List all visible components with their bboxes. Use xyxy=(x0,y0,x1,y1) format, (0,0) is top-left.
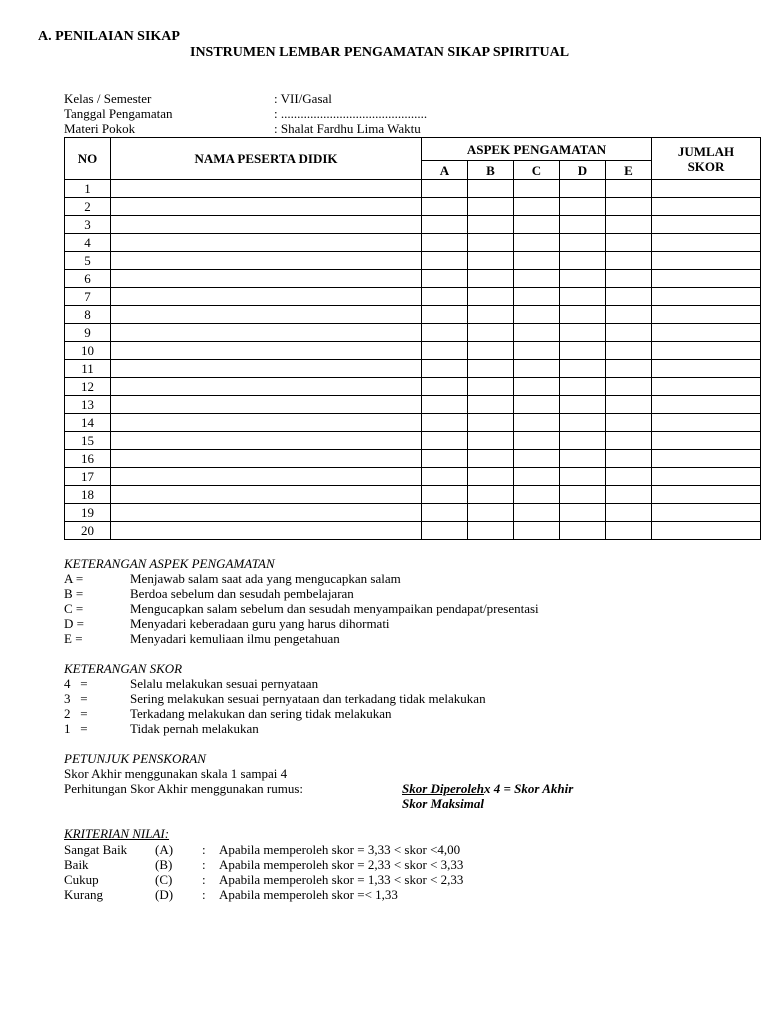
aspect-a-cell xyxy=(422,378,468,396)
aspect-e-cell xyxy=(606,234,652,252)
name-cell xyxy=(111,450,422,468)
aspect-c-cell xyxy=(514,432,560,450)
aspect-c-cell xyxy=(514,180,560,198)
aspect-d-cell xyxy=(560,468,606,486)
table-row xyxy=(65,288,761,306)
criteria-grade-b: (B) xyxy=(155,857,173,872)
section-title: A. PENILAIAN SIKAP xyxy=(38,29,180,44)
criteria-text-d: Apabila memperoleh skor =< 1,33 xyxy=(219,887,398,902)
total-score-cell xyxy=(652,324,761,342)
score-key-3: 3 = xyxy=(64,691,88,706)
aspect-c-cell xyxy=(514,504,560,522)
aspect-d-cell xyxy=(560,360,606,378)
formula-rest: x 4 = Skor Akhir xyxy=(483,781,574,796)
aspect-a-cell xyxy=(422,432,468,450)
header-aspect-a: A xyxy=(422,161,468,180)
criteria-text-c: Apabila memperoleh skor = 1,33 < skor < 2,33 xyxy=(219,872,464,887)
aspect-d-cell xyxy=(560,414,606,432)
aspect-text-b: Berdoa sebelum dan sesudah pembelajaran xyxy=(130,586,354,601)
aspect-d-cell xyxy=(560,198,606,216)
formula-denominator: Skor Maksimal xyxy=(402,796,484,811)
row-number: 2 xyxy=(65,198,111,216)
aspect-text-d: Menyadari keberadaan guru yang harus dihormati xyxy=(130,616,390,631)
total-score-cell xyxy=(652,234,761,252)
aspect-c-cell xyxy=(514,378,560,396)
aspect-b-cell xyxy=(468,450,514,468)
aspect-d-cell xyxy=(560,522,606,540)
aspect-b-cell xyxy=(468,306,514,324)
row-number: 19 xyxy=(65,504,111,522)
name-cell xyxy=(111,360,422,378)
aspect-a-cell xyxy=(422,234,468,252)
name-cell xyxy=(111,378,422,396)
aspect-c-cell xyxy=(514,450,560,468)
aspect-e-cell xyxy=(606,396,652,414)
name-cell xyxy=(111,396,422,414)
aspect-c-cell xyxy=(514,234,560,252)
name-cell xyxy=(111,414,422,432)
table-row xyxy=(65,486,761,504)
meta-label-class: Kelas / Semester xyxy=(64,91,152,106)
row-number: 11 xyxy=(65,360,111,378)
aspect-c-cell xyxy=(514,288,560,306)
name-cell xyxy=(111,180,422,198)
total-score-cell xyxy=(652,342,761,360)
aspect-a-cell xyxy=(422,324,468,342)
criteria-label-b: Baik xyxy=(64,857,89,872)
aspect-b-cell xyxy=(468,198,514,216)
aspect-c-cell xyxy=(514,324,560,342)
criteria-label-c: Cukup xyxy=(64,872,99,887)
score-key-4: 4 = xyxy=(64,676,88,691)
table-body xyxy=(65,180,761,540)
aspect-d-cell xyxy=(560,504,606,522)
aspect-b-cell xyxy=(468,270,514,288)
table-row xyxy=(65,252,761,270)
aspect-b-cell xyxy=(468,252,514,270)
aspect-d-cell xyxy=(560,306,606,324)
table-row xyxy=(65,450,761,468)
row-number: 10 xyxy=(65,342,111,360)
table-row xyxy=(65,468,761,486)
criteria-colon-b: : xyxy=(202,857,206,872)
aspect-b-cell xyxy=(468,378,514,396)
aspect-d-cell xyxy=(560,234,606,252)
total-score-cell xyxy=(652,252,761,270)
scoring-guide-line2: Perhitungan Skor Akhir menggunakan rumus: xyxy=(64,781,304,796)
row-number: 12 xyxy=(65,378,111,396)
aspect-a-cell xyxy=(422,252,468,270)
criteria-label-d: Kurang xyxy=(64,887,103,902)
aspect-text-a: Menjawab salam saat ada yang mengucapkan salam xyxy=(130,571,401,586)
table-row xyxy=(65,432,761,450)
aspect-b-cell xyxy=(468,414,514,432)
name-cell xyxy=(111,342,422,360)
table-row xyxy=(65,522,761,540)
total-score-cell xyxy=(652,378,761,396)
meta-value-topic: : Shalat Fardhu Lima Waktu xyxy=(274,121,421,136)
aspect-e-cell xyxy=(606,450,652,468)
meta-label-date: Tanggal Pengamatan xyxy=(64,106,173,121)
aspect-a-cell xyxy=(422,216,468,234)
name-cell xyxy=(111,486,422,504)
aspect-d-cell xyxy=(560,270,606,288)
aspect-e-cell xyxy=(606,288,652,306)
score-text-4: Selalu melakukan sesuai pernyataan xyxy=(130,676,319,691)
aspect-c-cell xyxy=(514,342,560,360)
scoring-guide-line1: Skor Akhir menggunakan skala 1 sampai 4 xyxy=(64,766,288,781)
aspect-b-cell xyxy=(468,432,514,450)
table-row xyxy=(65,396,761,414)
header-aspect-d: D xyxy=(560,161,606,180)
aspect-e-cell xyxy=(606,216,652,234)
aspect-b-cell xyxy=(468,396,514,414)
aspect-e-cell xyxy=(606,432,652,450)
aspect-e-cell xyxy=(606,360,652,378)
aspect-e-cell xyxy=(606,180,652,198)
row-number: 9 xyxy=(65,324,111,342)
criteria-colon-a: : xyxy=(202,842,206,857)
criteria-label-a: Sangat Baik xyxy=(64,842,128,857)
score-text-1: Tidak pernah melakukan xyxy=(130,721,259,736)
aspect-c-cell xyxy=(514,216,560,234)
aspect-key-b: B = xyxy=(64,586,84,601)
aspect-e-cell xyxy=(606,468,652,486)
aspect-a-cell xyxy=(422,450,468,468)
row-number: 15 xyxy=(65,432,111,450)
aspect-a-cell xyxy=(422,288,468,306)
name-cell xyxy=(111,288,422,306)
aspect-a-cell xyxy=(422,522,468,540)
aspect-key-d: D = xyxy=(64,616,84,631)
total-score-cell xyxy=(652,306,761,324)
aspect-d-cell xyxy=(560,252,606,270)
aspect-a-cell xyxy=(422,342,468,360)
aspect-e-cell xyxy=(606,378,652,396)
aspect-a-cell xyxy=(422,504,468,522)
criteria-heading: KRITERIAN NILAI: xyxy=(64,826,170,841)
name-cell xyxy=(111,198,422,216)
aspect-d-cell xyxy=(560,180,606,198)
aspect-e-cell xyxy=(606,324,652,342)
aspect-c-cell xyxy=(514,252,560,270)
aspect-b-cell xyxy=(468,522,514,540)
row-number: 18 xyxy=(65,486,111,504)
aspect-b-cell xyxy=(468,324,514,342)
aspect-c-cell xyxy=(514,306,560,324)
criteria-colon-d: : xyxy=(202,887,206,902)
aspect-b-cell xyxy=(468,288,514,306)
aspect-key-c: C = xyxy=(64,601,84,616)
table-row xyxy=(65,234,761,252)
aspect-key-e: E = xyxy=(64,631,83,646)
header-no: NO xyxy=(65,138,111,180)
score-text-2: Terkadang melakukan dan sering tidak melakukan xyxy=(130,706,392,721)
aspect-c-cell xyxy=(514,270,560,288)
header-aspect-e: E xyxy=(606,161,652,180)
aspect-a-cell xyxy=(422,414,468,432)
aspect-a-cell xyxy=(422,180,468,198)
meta-label-topic: Materi Pokok xyxy=(64,121,136,136)
aspect-e-cell xyxy=(606,504,652,522)
header-name: NAMA PESERTA DIDIK xyxy=(111,138,422,180)
total-score-cell xyxy=(652,414,761,432)
aspect-d-cell xyxy=(560,324,606,342)
score-key-2: 2 = xyxy=(64,706,88,721)
name-cell xyxy=(111,432,422,450)
aspect-e-cell xyxy=(606,522,652,540)
instrument-title: INSTRUMEN LEMBAR PENGAMATAN SIKAP SPIRITUAL xyxy=(190,45,570,60)
criteria-grade-a: (A) xyxy=(155,842,174,857)
aspect-a-cell xyxy=(422,486,468,504)
header-total-line1: JUMLAH xyxy=(677,143,735,159)
row-number: 7 xyxy=(65,288,111,306)
aspect-b-cell xyxy=(468,360,514,378)
score-key-1: 1 = xyxy=(64,721,88,736)
header-total-line2: SKOR xyxy=(687,158,725,174)
header-aspect-b: B xyxy=(468,161,514,180)
aspect-c-cell xyxy=(514,414,560,432)
aspect-a-cell xyxy=(422,270,468,288)
row-number: 6 xyxy=(65,270,111,288)
name-cell xyxy=(111,216,422,234)
aspect-d-cell xyxy=(560,432,606,450)
aspect-b-cell xyxy=(468,468,514,486)
row-number: 3 xyxy=(65,216,111,234)
name-cell xyxy=(111,234,422,252)
observation-table xyxy=(64,137,761,540)
aspect-e-cell xyxy=(606,252,652,270)
criteria-colon-c: : xyxy=(202,872,206,887)
name-cell xyxy=(111,252,422,270)
aspect-d-cell xyxy=(560,288,606,306)
score-text-3: Sering melakukan sesuai pernyataan dan terkadang tidak melakukan xyxy=(130,691,486,706)
row-number: 8 xyxy=(65,306,111,324)
total-score-cell xyxy=(652,180,761,198)
aspect-b-cell xyxy=(468,342,514,360)
header-total xyxy=(652,138,761,180)
total-score-cell xyxy=(652,396,761,414)
table-row xyxy=(65,306,761,324)
criteria-grade-d: (D) xyxy=(155,887,174,902)
row-number: 17 xyxy=(65,468,111,486)
row-number: 1 xyxy=(65,180,111,198)
row-number: 14 xyxy=(65,414,111,432)
table-row xyxy=(65,198,761,216)
formula xyxy=(402,781,573,797)
name-cell xyxy=(111,522,422,540)
aspect-a-cell xyxy=(422,396,468,414)
aspect-c-cell xyxy=(514,198,560,216)
aspect-b-cell xyxy=(468,216,514,234)
aspect-d-cell xyxy=(560,378,606,396)
total-score-cell xyxy=(652,216,761,234)
total-score-cell xyxy=(652,288,761,306)
total-score-cell xyxy=(652,360,761,378)
row-number: 16 xyxy=(65,450,111,468)
name-cell xyxy=(111,270,422,288)
aspect-c-cell xyxy=(514,522,560,540)
aspect-e-cell xyxy=(606,270,652,288)
table-row xyxy=(65,216,761,234)
meta-value-class: : VII/Gasal xyxy=(274,91,332,106)
criteria-grade-c: (C) xyxy=(155,872,173,887)
aspect-d-cell xyxy=(560,342,606,360)
table-row xyxy=(65,324,761,342)
table-row xyxy=(65,270,761,288)
aspect-e-cell xyxy=(606,486,652,504)
aspect-e-cell xyxy=(606,198,652,216)
total-score-cell xyxy=(652,450,761,468)
aspect-text-e: Menyadari kemuliaan ilmu pengetahuan xyxy=(130,631,340,646)
name-cell xyxy=(111,306,422,324)
criteria-text-a: Apabila memperoleh skor = 3,33 < skor <4,00 xyxy=(219,842,461,857)
table-row xyxy=(65,180,761,198)
aspect-a-cell xyxy=(422,306,468,324)
aspect-b-cell xyxy=(468,234,514,252)
aspect-c-cell xyxy=(514,396,560,414)
total-score-cell xyxy=(652,432,761,450)
total-score-cell xyxy=(652,468,761,486)
aspect-c-cell xyxy=(514,360,560,378)
aspect-d-cell xyxy=(560,450,606,468)
aspect-d-cell xyxy=(560,396,606,414)
aspect-b-cell xyxy=(468,486,514,504)
aspect-e-cell xyxy=(606,342,652,360)
score-legend-heading: KETERANGAN SKOR xyxy=(64,661,183,676)
formula-numerator: Skor Diperoleh xyxy=(402,781,484,796)
aspect-d-cell xyxy=(560,216,606,234)
row-number: 13 xyxy=(65,396,111,414)
meta-value-date: : ............................................. xyxy=(274,106,428,121)
header-aspect: ASPEK PENGAMATAN xyxy=(422,138,652,161)
total-score-cell xyxy=(652,270,761,288)
header-aspect-c: C xyxy=(514,161,560,180)
total-score-cell xyxy=(652,504,761,522)
aspect-c-cell xyxy=(514,468,560,486)
aspect-text-c: Mengucapkan salam sebelum dan sesudah menyampaikan pendapat/presentasi xyxy=(130,601,539,616)
total-score-cell xyxy=(652,522,761,540)
total-score-cell xyxy=(652,198,761,216)
total-score-cell xyxy=(652,486,761,504)
aspect-b-cell xyxy=(468,180,514,198)
row-number: 4 xyxy=(65,234,111,252)
aspect-key-a: A = xyxy=(64,571,84,586)
criteria-text-b: Apabila memperoleh skor = 2,33 < skor < 3,33 xyxy=(219,857,464,872)
name-cell xyxy=(111,504,422,522)
aspect-d-cell xyxy=(560,486,606,504)
table-row xyxy=(65,360,761,378)
aspect-a-cell xyxy=(422,360,468,378)
table-row xyxy=(65,342,761,360)
row-number: 20 xyxy=(65,522,111,540)
table-row xyxy=(65,378,761,396)
table-row xyxy=(65,504,761,522)
scoring-guide-heading: PETUNJUK PENSKORAN xyxy=(64,751,206,766)
aspect-a-cell xyxy=(422,198,468,216)
name-cell xyxy=(111,324,422,342)
table-row xyxy=(65,414,761,432)
aspect-a-cell xyxy=(422,468,468,486)
name-cell xyxy=(111,468,422,486)
row-number: 5 xyxy=(65,252,111,270)
aspect-c-cell xyxy=(514,486,560,504)
aspect-e-cell xyxy=(606,414,652,432)
aspect-e-cell xyxy=(606,306,652,324)
aspect-b-cell xyxy=(468,504,514,522)
aspect-legend-heading: KETERANGAN ASPEK PENGAMATAN xyxy=(64,556,275,571)
